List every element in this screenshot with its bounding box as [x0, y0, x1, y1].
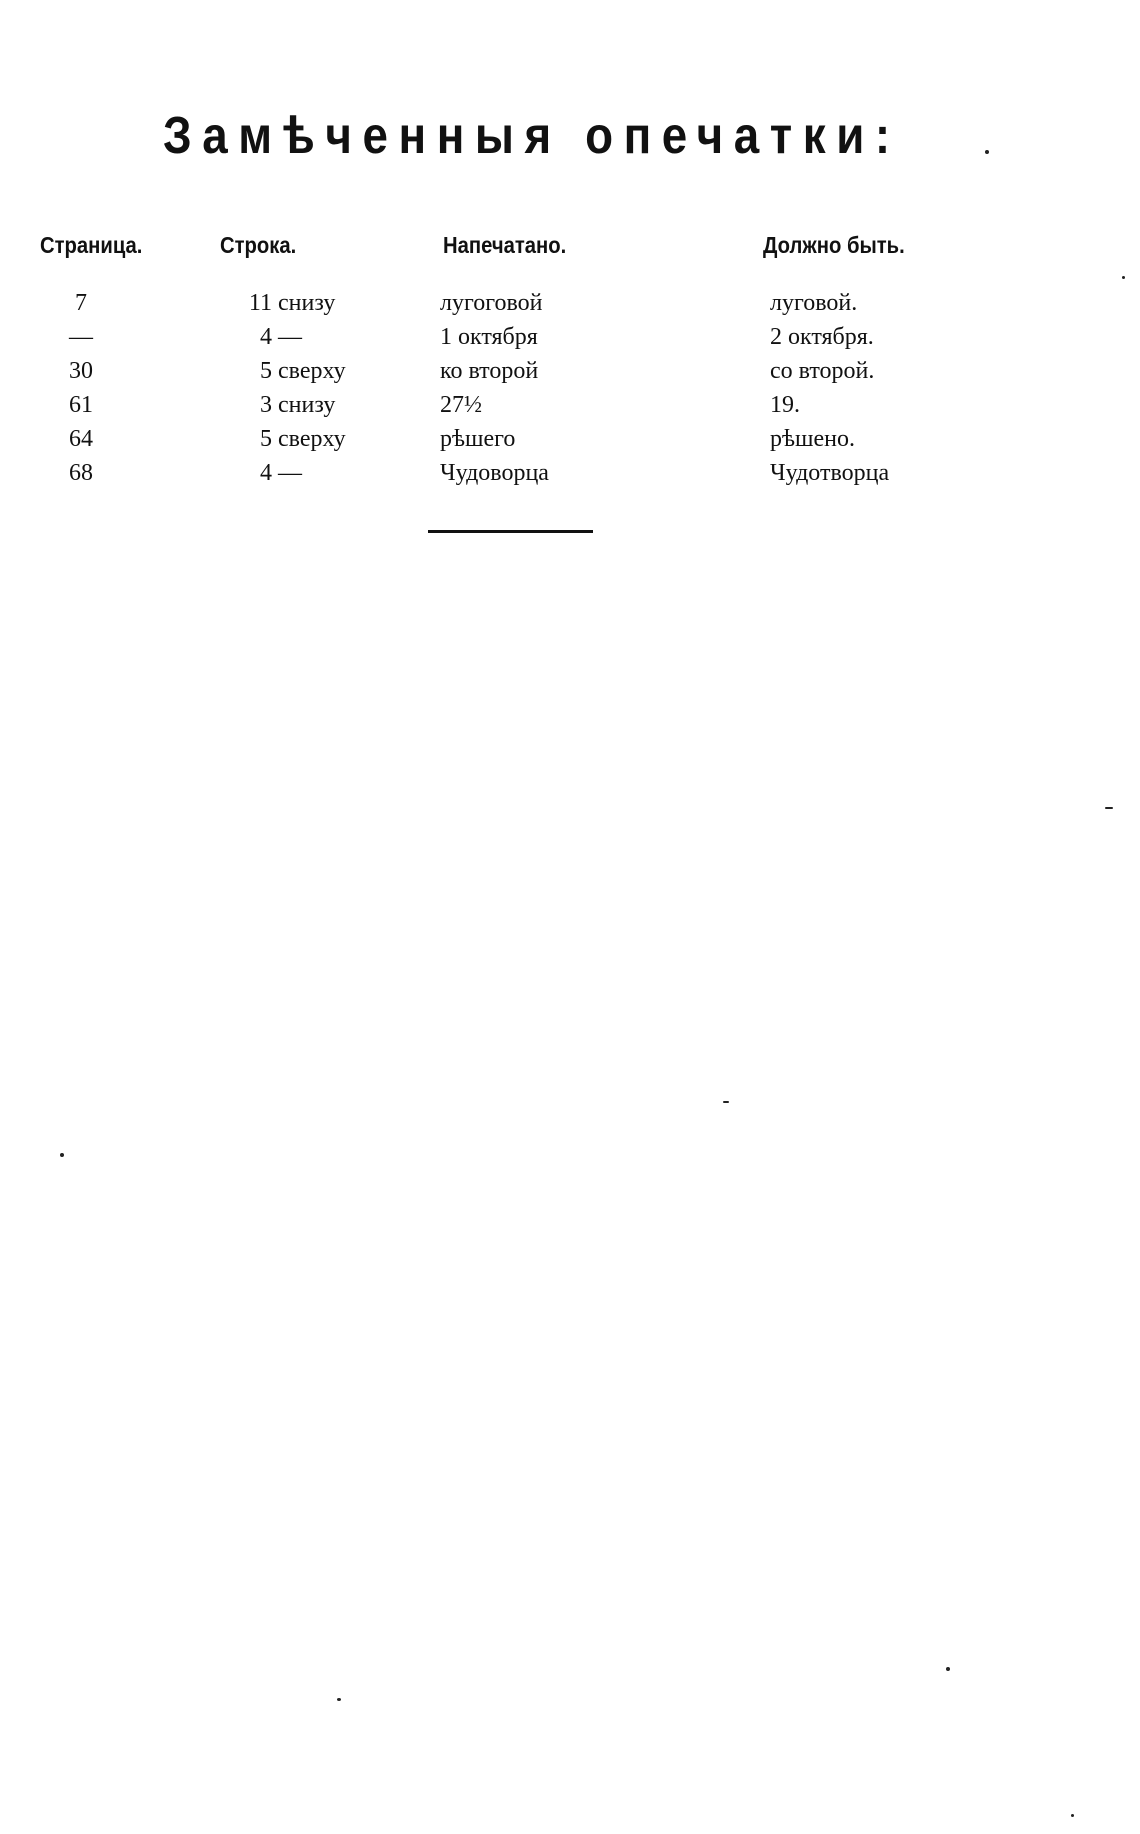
- column-header-should-be: Должно быть.: [763, 232, 905, 258]
- table-row: [0, 388, 1140, 422]
- scan-speck: [1105, 807, 1113, 809]
- table-row: [0, 320, 1140, 354]
- cell-printed: ко второй: [440, 358, 539, 384]
- cell-page: —: [69, 324, 93, 350]
- table-row: [0, 422, 1140, 456]
- scan-speck: [337, 1698, 341, 1701]
- cell-line-position: —: [278, 324, 302, 350]
- cell-printed: 1 октября: [440, 324, 538, 350]
- cell-printed: лугоговой: [440, 290, 543, 316]
- cell-page: 30: [69, 358, 93, 384]
- cell-page: 7: [75, 290, 87, 316]
- scan-speck: [1071, 1814, 1074, 1817]
- table-row: [0, 354, 1140, 388]
- scan-speck: [985, 150, 989, 154]
- cell-line-position: сверху: [278, 358, 346, 384]
- cell-should-be: 2 октября.: [770, 324, 874, 350]
- table-row: [0, 286, 1140, 320]
- cell-line-number: 3: [260, 392, 272, 418]
- scan-speck: [60, 1153, 64, 1157]
- cell-line-number: 4: [260, 460, 272, 486]
- cell-line-number: 11: [248, 290, 272, 316]
- cell-printed: 27½: [440, 392, 482, 418]
- cell-line-position: сверху: [278, 426, 346, 452]
- scan-speck: [946, 1667, 950, 1671]
- page-title: Замѣченныя опечатки:: [163, 107, 901, 165]
- cell-should-be: луговой.: [770, 290, 858, 316]
- scan-speck: [723, 1101, 729, 1103]
- cell-line-number: 5: [260, 358, 272, 384]
- cell-line-position: снизу: [278, 392, 336, 418]
- column-header-page: Страница.: [40, 232, 143, 258]
- end-rule: [428, 530, 593, 533]
- cell-printed: Чудоворца: [440, 460, 549, 486]
- cell-line-position: —: [278, 460, 302, 486]
- cell-line-number: 4: [260, 324, 272, 350]
- cell-page: 64: [69, 426, 93, 452]
- column-header-printed: Напечатано.: [443, 232, 567, 258]
- cell-page: 68: [69, 460, 93, 486]
- cell-printed: рѣшего: [440, 426, 516, 452]
- errata-table: [0, 286, 1140, 490]
- cell-line-number: 5: [260, 426, 272, 452]
- column-header-line: Строка.: [220, 232, 297, 258]
- cell-page: 61: [69, 392, 93, 418]
- cell-should-be: 19.: [770, 392, 800, 418]
- cell-should-be: со второй.: [770, 358, 875, 384]
- cell-should-be: рѣшено.: [770, 426, 856, 452]
- cell-line-position: снизу: [278, 290, 336, 316]
- cell-should-be: Чудотворца: [770, 460, 890, 486]
- table-row: [0, 456, 1140, 490]
- scan-speck: [1122, 276, 1125, 279]
